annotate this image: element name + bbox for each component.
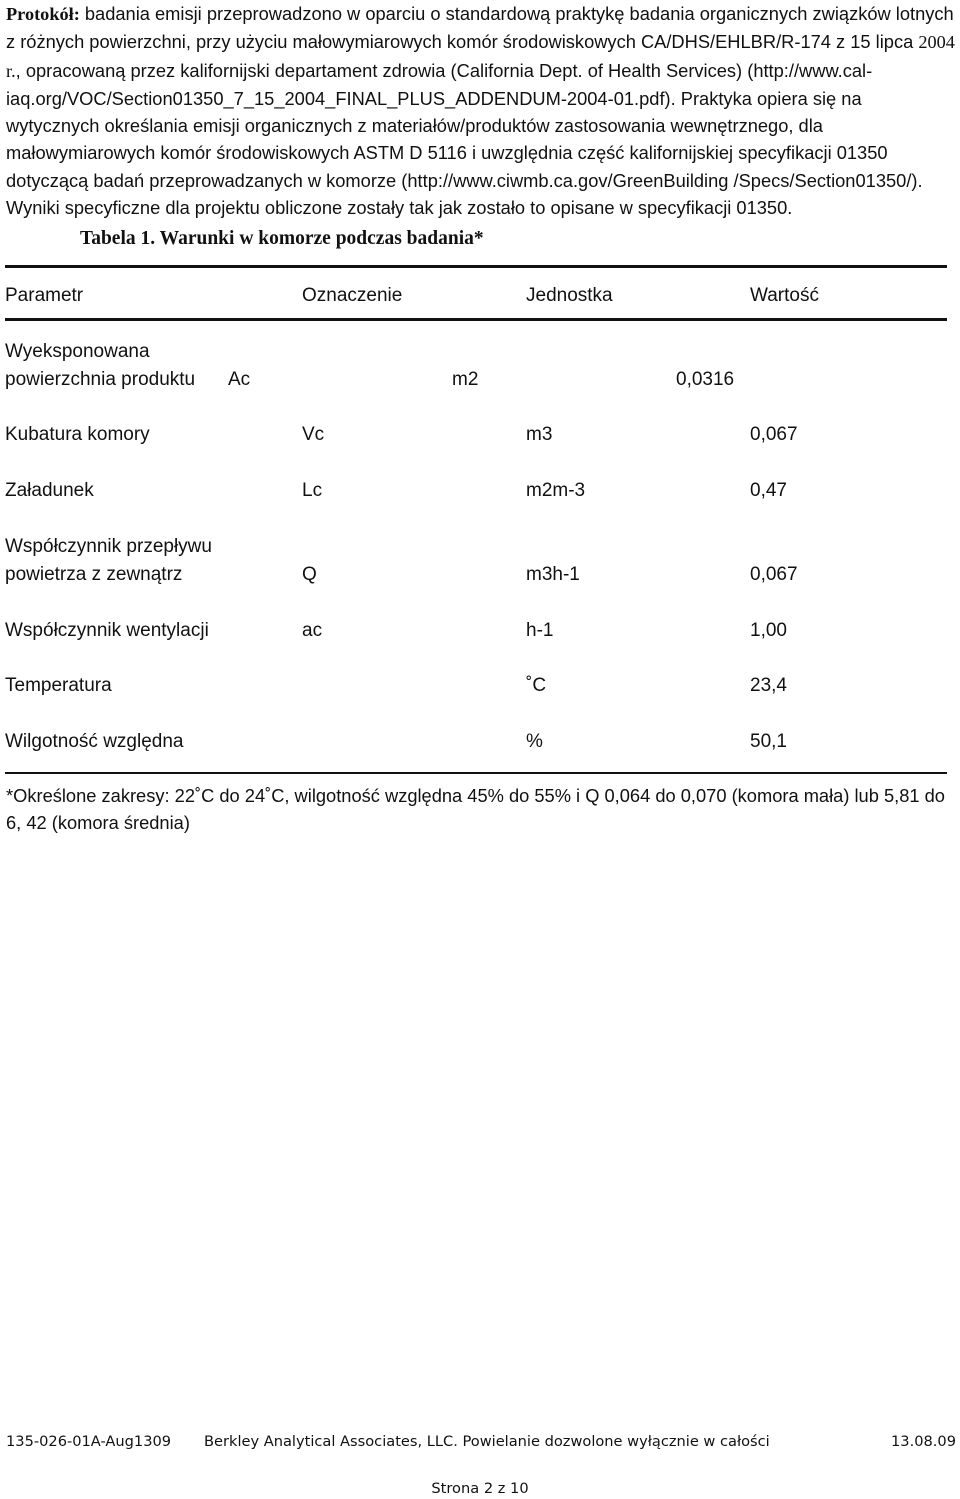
table-row-param: powietrza z zewnątrz: [5, 564, 183, 585]
footer-report-id: 135-026-01A-Aug1309: [6, 1433, 172, 1450]
table-row-value: 0,067: [750, 564, 798, 585]
table-row-value: 1,00: [750, 620, 787, 641]
table-row-value: 0,47: [750, 480, 787, 501]
header-oznaczenie: Oznaczenie: [302, 285, 403, 306]
table-bottom-rule: [5, 772, 947, 774]
header-wartosc: Wartość: [750, 285, 819, 306]
footer-company: Berkley Analytical Associates, LLC. Powielanie dozwolone wyłącznie w całości: [204, 1433, 770, 1450]
table-row-unit: m3: [526, 424, 553, 445]
table-row-symbol: Ac: [228, 369, 251, 390]
table-row-unit: h-1: [526, 620, 554, 641]
table-row-symbol: Q: [302, 564, 317, 585]
table-row-param: Współczynnik przepływu: [5, 536, 212, 557]
table-row-unit: m2: [452, 369, 479, 390]
table-row-unit: m2m-3: [526, 480, 586, 501]
table-footnote: *Określone zakresy: 22˚C do 24˚C, wilgotność względna 45% do 55% i Q 0,064 do 0,070 (komora mała) lub 5,81 do 6, 42 (komora średnia): [6, 785, 945, 833]
intro-body: , opracowaną przez kalifornijski departament zdrowia (California Dept. of Health Services) (http://www.cal-iaq.org/VOC/Section01350_7_15_2004_FINAL_PLUS_ADDENDUM-2004-01.pdf). Praktyka opiera się na wytycznych określania emisji organicznych z materiałów/produktów zastosowania wewnętrznego, dla małowymiarowych komór środowiskowych ASTM D 5116 i uwzględnia część kalifornijskiej specyfikacji 01350 dotyczącą badań przeprowadzanych w komorze (http://www.ciwmb.ca.gov/GreenBuilding /Specs/Section01350/). Wyniki specyficzne dla projektu obliczone zostały tak jak zostało to opisane w specyfikacji 01350.: [6, 59, 923, 219]
intro-year: 2004 r.: [6, 32, 955, 81]
header-parametr: Parametr: [5, 285, 84, 306]
header-jednostka: Jednostka: [526, 285, 613, 306]
table-row-unit: %: [526, 731, 543, 752]
table-row-value: 50,1: [750, 731, 787, 752]
table-row-param: Temperatura: [5, 675, 112, 696]
protocol-label: Protokół:: [6, 4, 80, 24]
page-footer: [6, 1433, 956, 1457]
table-row-value: 23,4: [750, 675, 787, 696]
table-row-unit: ˚C: [526, 675, 547, 696]
table-row-param: Kubatura komory: [5, 424, 150, 445]
table-row-param: Wilgotność względna: [5, 731, 184, 752]
intro-lead: badania emisji przeprowadzono w oparciu o standardową praktykę badania organicznych związków lotnych z różnych powierzchni, przy użyciu małowymiarowych komór środowiskowych CA/DHS/EHLBR/R-174 z 15 lipca: [6, 3, 954, 53]
table-row-symbol: ac: [302, 620, 323, 641]
table-row-symbol: Vc: [302, 424, 325, 445]
table-row-unit: m3h-1: [526, 564, 580, 585]
table-row-param: Współczynnik wentylacji: [5, 620, 209, 641]
intro-paragraph: [6, 0, 956, 221]
footer-date: 13.08.09: [891, 1433, 956, 1450]
table-row-value: 0,067: [750, 424, 798, 445]
table-header-rule: [5, 318, 947, 321]
table-row-param: Wyeksponowana: [5, 341, 150, 362]
table-row-param: powierzchnia produktu: [5, 369, 196, 390]
table-title: Tabela 1. Warunki w komorze podczas badania*: [80, 228, 484, 249]
table-top-rule: [5, 265, 947, 268]
table-row-symbol: Lc: [302, 480, 323, 501]
page-number: Strona 2 z 10: [431, 1480, 529, 1497]
table-row-value: 0,0316: [676, 369, 735, 390]
table-row-param: Załadunek: [5, 480, 94, 501]
